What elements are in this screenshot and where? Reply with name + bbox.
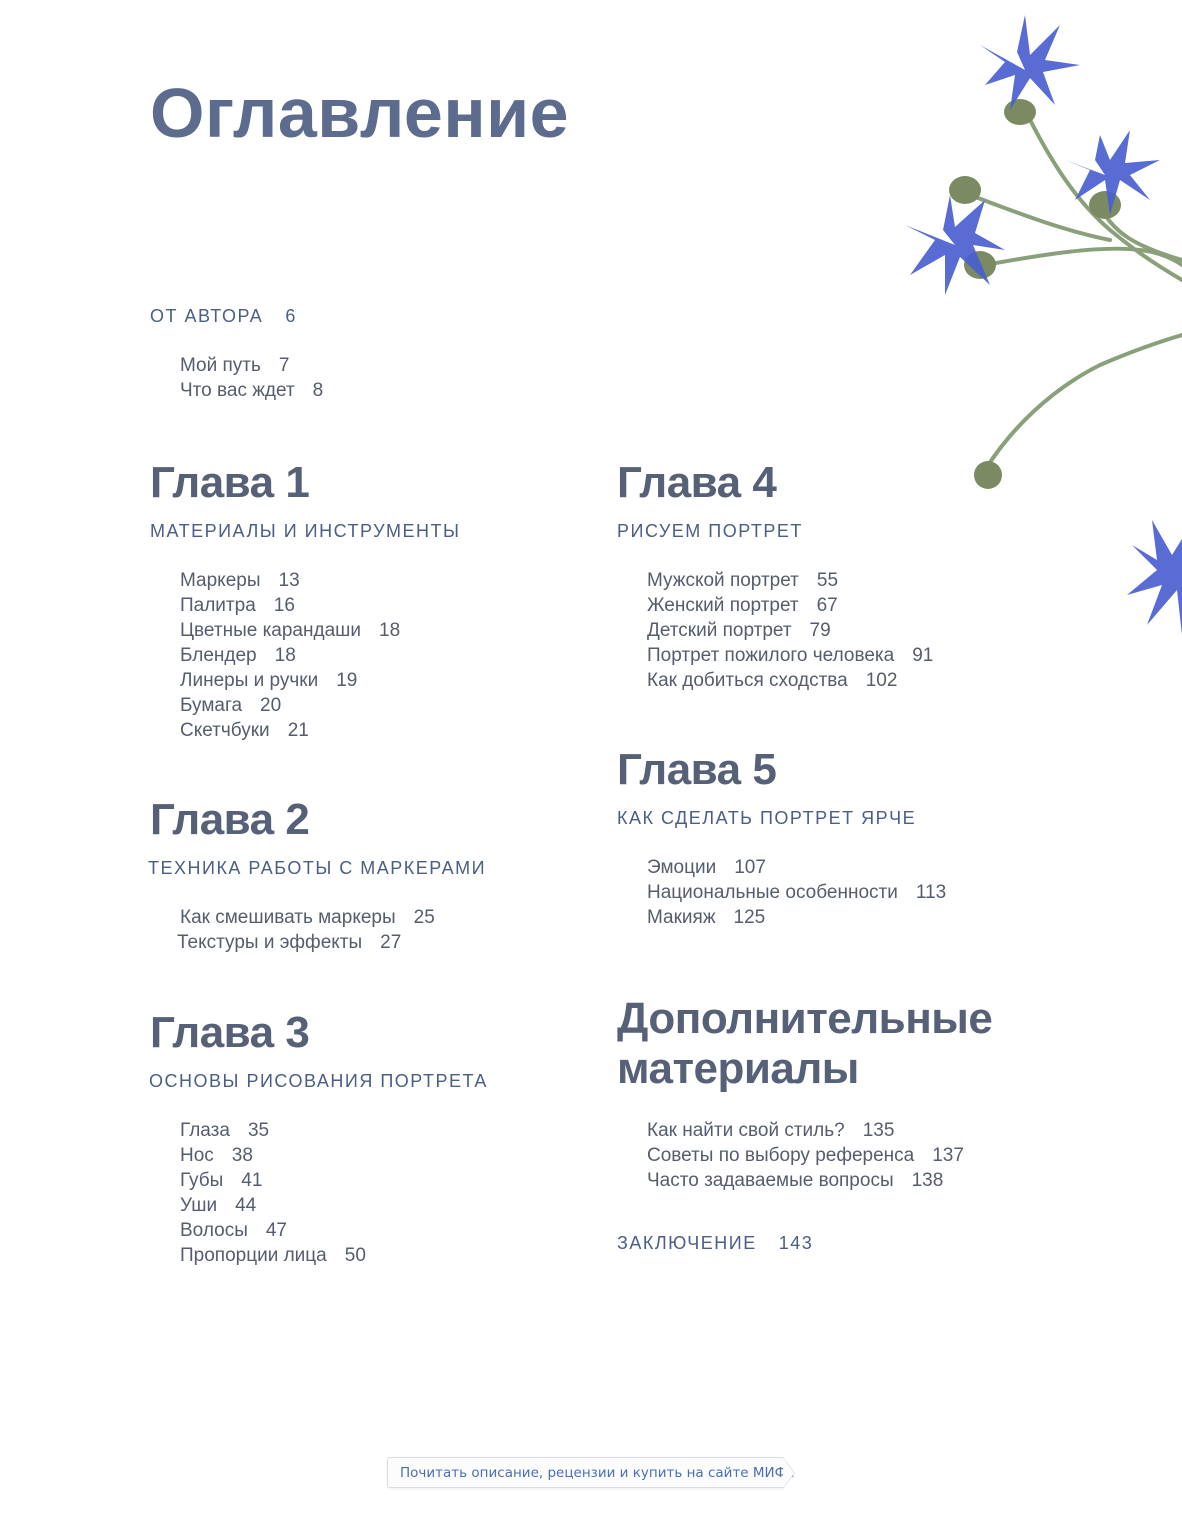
toc-item[interactable]: Пропорции лица 50 [180, 1245, 366, 1266]
toc-item[interactable]: Линеры и ручки 19 [180, 670, 358, 691]
toc-item[interactable]: Текстуры и эффекты 27 [177, 932, 402, 953]
toc-item[interactable]: Как смешивать маркеры 25 [180, 907, 435, 928]
toc-item[interactable]: Цветные карандаши 18 [180, 620, 401, 641]
toc-item[interactable]: Часто задаваемые вопросы 138 [647, 1170, 944, 1191]
chapter-2-subtitle[interactable]: ТЕХНИКА РАБОТЫ С МАРКЕРАМИ [148, 858, 487, 878]
extras-list [647, 1118, 964, 1193]
toc-item[interactable]: Национальные особенности 113 [647, 882, 947, 903]
chapter-5-subtitle[interactable]: КАК СДЕЛАТЬ ПОРТРЕТ ЯРЧЕ [617, 808, 917, 828]
toc-item[interactable]: Глаза 35 [180, 1120, 270, 1141]
toc-item[interactable]: Мужской портрет 55 [647, 570, 839, 591]
toc-item[interactable]: Губы 41 [180, 1170, 263, 1191]
extras-heading [617, 985, 992, 1103]
conclusion-page: 143 [778, 1233, 814, 1253]
chapter-3-subtitle[interactable]: ОСНОВЫ РИСОВАНИЯ ПОРТРЕТА [149, 1071, 488, 1091]
toc-item[interactable]: Волосы 47 [180, 1220, 287, 1241]
chapter-1-list [180, 568, 400, 743]
toc-item[interactable]: Что вас ждет 8 [180, 380, 324, 401]
toc-item[interactable]: Портрет пожилого человека 91 [647, 645, 934, 666]
extras-heading-line-2: материалы [617, 1044, 859, 1094]
conclusion-entry[interactable] [617, 1233, 813, 1254]
extras-heading-line-1: Дополнительные [617, 994, 993, 1043]
toc-item[interactable]: Макияж 125 [647, 907, 766, 928]
toc-item[interactable]: Скетчбуки 21 [180, 720, 309, 741]
toc-item[interactable]: Советы по выбору референса 137 [647, 1145, 964, 1166]
chapter-3-list [180, 1118, 366, 1268]
toc-item[interactable]: Блендер 18 [180, 645, 296, 666]
page-title: Оглавление [150, 74, 570, 152]
chapter-4-subtitle[interactable]: РИСУЕМ ПОРТРЕТ [617, 521, 803, 541]
toc-item[interactable]: Уши 44 [180, 1195, 257, 1216]
chapter-2-list [177, 905, 435, 955]
buy-on-mif-link[interactable]: Почитать описание, рецензии и купить на сайте МИФа [387, 1457, 783, 1488]
toc-item[interactable]: Эмоции 107 [647, 857, 766, 878]
author-section-list [180, 353, 323, 403]
chapter-4-heading: Глава 4 [617, 458, 777, 507]
chapter-3-heading: Глава 3 [150, 1008, 310, 1057]
author-section-title[interactable] [150, 306, 297, 327]
chapter-1-heading: Глава 1 [150, 458, 310, 507]
conclusion-label: ЗАКЛЮЧЕНИЕ [617, 1233, 757, 1253]
toc-item[interactable]: Как найти свой стиль? 135 [647, 1120, 895, 1141]
chapter-5-heading: Глава 5 [617, 745, 777, 794]
toc-item[interactable]: Женский портрет 67 [647, 595, 838, 616]
toc-item[interactable]: Детский портрет 79 [647, 620, 831, 641]
toc-item[interactable]: Палитра 16 [180, 595, 295, 616]
cornflower-illustration [900, 0, 1182, 680]
toc-item[interactable]: Бумага 20 [180, 695, 282, 716]
author-section-page: 6 [285, 306, 297, 326]
toc-item[interactable]: Маркеры 13 [180, 570, 300, 591]
chapter-2-heading: Глава 2 [150, 795, 310, 844]
toc-item[interactable]: Мой путь 7 [180, 355, 290, 376]
author-section-label: ОТ АВТОРА [150, 306, 264, 326]
chapter-1-subtitle[interactable]: МАТЕРИАЛЫ И ИНСТРУМЕНТЫ [150, 521, 461, 541]
chapter-4-list [647, 568, 933, 693]
toc-item[interactable]: Нос 38 [180, 1145, 253, 1166]
chapter-5-list [647, 855, 946, 930]
toc-item[interactable]: Как добиться сходства 102 [647, 670, 898, 691]
